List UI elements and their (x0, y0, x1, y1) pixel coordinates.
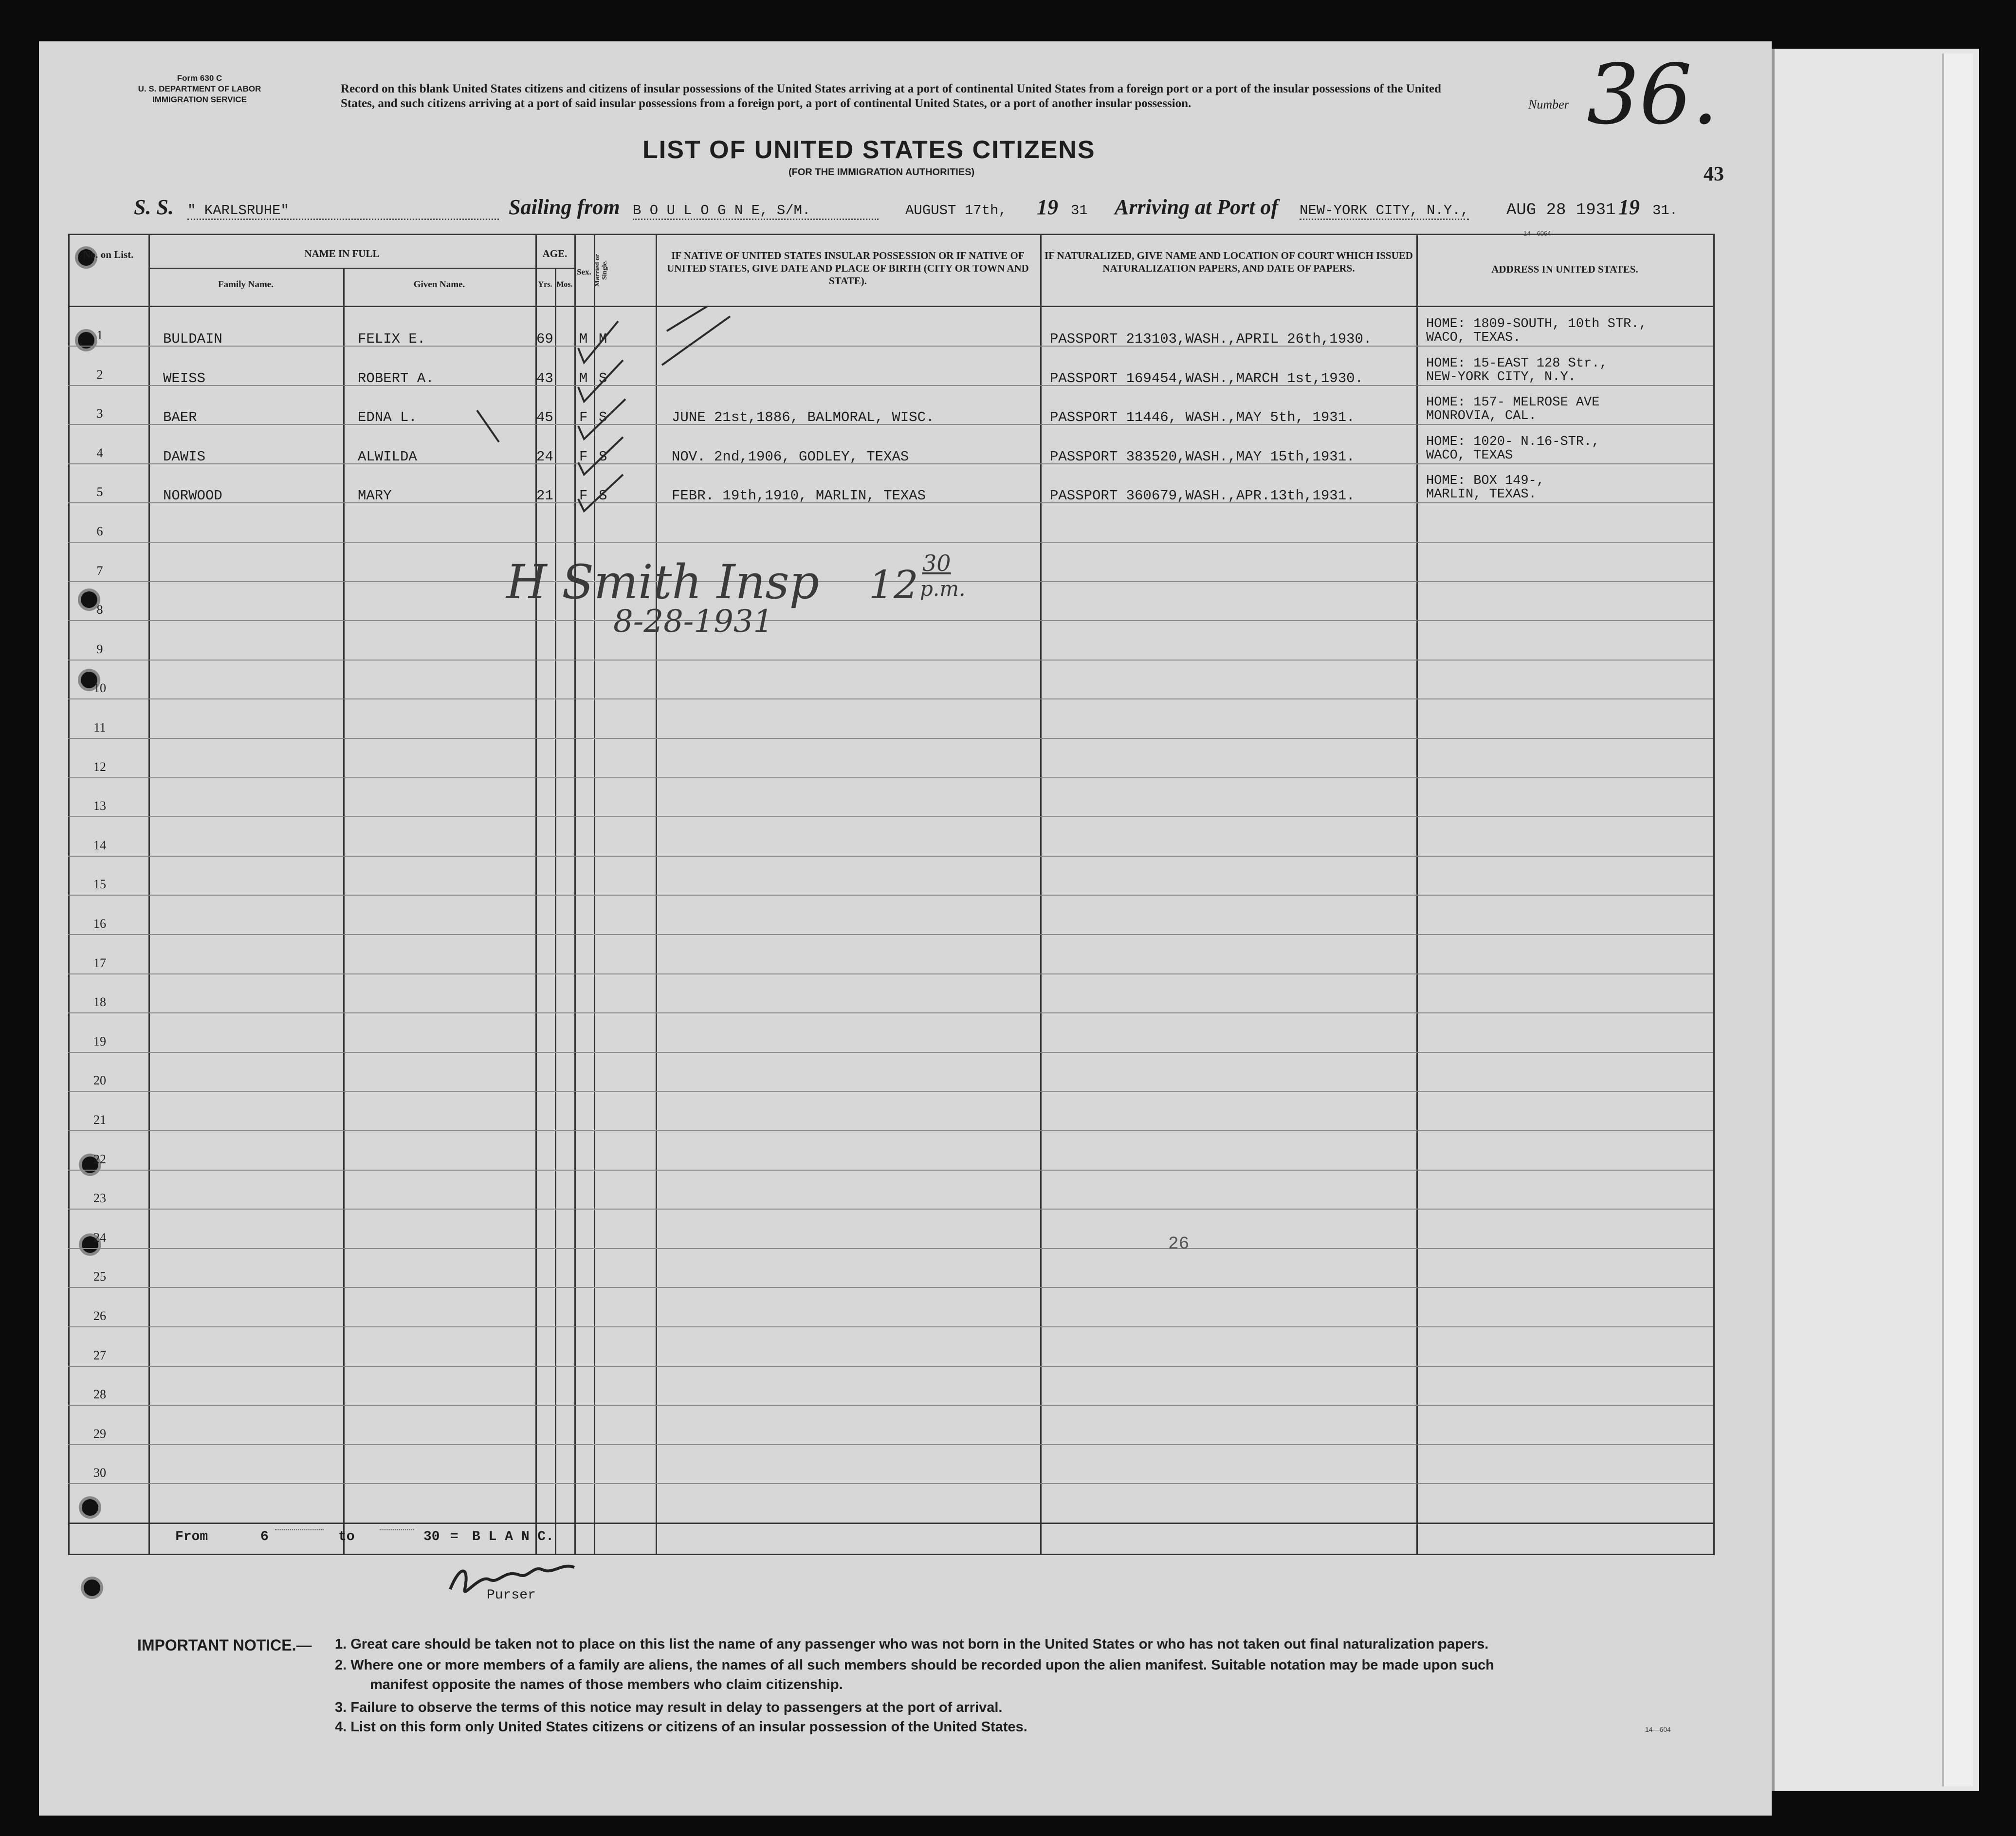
family-name-cell: NORWOOD (163, 488, 222, 504)
marital-status-cell: M (599, 331, 607, 347)
address-line: HOME: BOX 149-, (1426, 474, 1545, 489)
header-months: Mos. (556, 280, 573, 289)
naturalization-cell: PASSPORT 360679,WASH.,APR.13th,1931. (1050, 488, 1355, 504)
row-number: 1 (96, 328, 103, 342)
row-number: 29 (93, 1426, 106, 1441)
footer-dots (380, 1529, 414, 1530)
header-family-name: Family Name. (218, 279, 274, 290)
marital-status-cell: S (599, 370, 607, 386)
date-from-field (905, 195, 1007, 220)
table-top-rule (68, 234, 1713, 235)
list-number: 36. (1587, 47, 1719, 143)
address-line: WACO, TEXAS. (1426, 330, 1521, 345)
date-from: AUGUST 17th, (905, 202, 1007, 219)
row-number: 18 (93, 995, 106, 1010)
family-name-cell: BAER (163, 409, 197, 426)
year-to-prefix: 19 (1618, 195, 1640, 219)
form-title: LIST OF UNITED STATES CITIZENS (642, 136, 1096, 164)
row-rule (68, 816, 1713, 817)
notice-item-2-cont: manifest opposite the names of those members who claim citizenship. (370, 1677, 843, 1692)
footer-to-label: to (338, 1529, 355, 1544)
naturalization-cell: PASSPORT 213103,WASH.,APRIL 26th,1930. (1050, 331, 1372, 347)
family-name-cell: DAWIS (163, 448, 206, 465)
header-married-single: Married or Single. (594, 254, 608, 287)
ship-name: " KARLSRUHE" (187, 202, 499, 220)
header-native-birth: IF NATIVE OF UNITED STATES INSULAR POSSESSION OR IF NATIVE OF UNITED STATES, GIVE DATE AND PLACE OF BIRTH (CITY OR TOWN AND STATE). (667, 250, 1029, 287)
row-number: 6 (96, 524, 103, 538)
address-line: HOME: 157- MELROSE AVE (1426, 395, 1600, 410)
form-subtitle: (FOR THE IMMIGRATION AUTHORITIES) (788, 167, 975, 178)
year-from: 31 (1071, 202, 1088, 219)
header-given-name: Given Name. (413, 279, 465, 290)
row-rule (68, 620, 1713, 621)
address-line: NEW-YORK CITY, N.Y. (1426, 369, 1576, 385)
arrival-date-stamp: AUG 28 1931 (1506, 201, 1616, 220)
marital-status-cell: S (599, 448, 607, 465)
age-years-cell: 43 (536, 370, 553, 386)
notice-item-2: 2. Where one or more members of a family are aliens, the names of all such members should be recorded upon the alien manifest. Suitable notation may be made upon such (335, 1657, 1494, 1673)
inspection-ampm: p.m. (920, 577, 966, 601)
marital-status-cell: S (599, 409, 607, 426)
arriving-label: Arriving at Port of (1115, 195, 1279, 219)
row-rule (68, 1052, 1713, 1053)
address-line: WACO, TEXAS (1426, 448, 1513, 463)
checkmark (578, 321, 618, 363)
row-number: 19 (93, 1034, 106, 1048)
row-rule (68, 1130, 1713, 1131)
intro-text: Record on this blank United States citizens and citizens of insular possessions of the United States arriving at a port of continental United States from a foreign port or a port of the insular possessions of the United States, and such citizens arriving at a port of said insular possessions from a foreign port, a port of continental United States, or a port of another insular possession. (341, 82, 1441, 110)
row-number: 30 (93, 1466, 106, 1480)
address-line: MONROVIA, CAL. (1426, 409, 1537, 424)
inspector-signature: H Smith Insp (506, 555, 820, 609)
address-line: HOME: 1020- N.16-STR., (1426, 434, 1600, 449)
row-rule (68, 1405, 1713, 1406)
footer-to: 30 (423, 1529, 440, 1544)
inspection-hour: 12 (869, 562, 918, 607)
notice-item-1: 1. Great care should be taken not to place on this list the name of any passenger who was not born in the United States or who has not taken out final naturalization papers. (335, 1636, 1489, 1652)
header-naturalization: IF NATURALIZED, GIVE NAME AND LOCATION OF COURT WHICH ISSUED NATURALIZATION PAPERS, AND DATE OF PAPERS. (1045, 250, 1413, 274)
age-years-cell: 21 (536, 488, 553, 504)
family-name-cell: BULDAIN (163, 331, 222, 347)
row-rule (68, 660, 1713, 661)
address-line: HOME: 1809-SOUTH, 10th STR., (1426, 317, 1647, 331)
header-address: ADDRESS IN UNITED STATES. (1491, 263, 1638, 275)
name-subheader-rule (148, 268, 535, 269)
checkmark (578, 360, 623, 402)
year-prefix: 19 (1037, 195, 1058, 219)
row-rule (68, 1170, 1713, 1171)
port-from-field (633, 195, 879, 220)
form-number: Form 630 C (177, 73, 222, 83)
row-rule (68, 856, 1713, 857)
sex-cell: F (579, 448, 588, 465)
checkmark (578, 437, 623, 475)
row-number: 8 (96, 603, 103, 617)
number-label: Number (1528, 97, 1569, 111)
sex-cell: M (579, 331, 588, 347)
row-number: 17 (93, 955, 106, 970)
notice-item-4: 4. List on this form only United States citizens or citizens of an insular possession of the United States. (335, 1719, 1027, 1735)
row-number: 11 (93, 720, 106, 734)
row-rule (68, 1287, 1713, 1288)
row-number: 2 (96, 367, 103, 382)
birth-place-cell: FEBR. 19th,1910, MARLIN, TEXAS (672, 488, 926, 504)
row-rule (68, 1366, 1713, 1367)
form-identifier (97, 73, 302, 105)
footer-from: 6 (260, 1529, 269, 1544)
notice-label: IMPORTANT NOTICE.— (137, 1636, 312, 1654)
header-bottom-rule (68, 306, 1713, 307)
bottom-printer-mark: 14—604 (1645, 1726, 1671, 1733)
service-name: IMMIGRATION SERVICE (152, 95, 247, 104)
row-rule (68, 542, 1713, 543)
given-name-cell: FELIX E. (358, 331, 426, 347)
row-number: 3 (96, 406, 103, 421)
row-number: 16 (93, 917, 106, 931)
row-number: 7 (96, 563, 103, 578)
row-rule (68, 1444, 1713, 1445)
header-age: AGE. (542, 248, 568, 259)
inspection-minutes: 30 (922, 550, 951, 576)
small-stamp: 26 (1168, 1234, 1190, 1254)
header-no: No. on List. (83, 249, 134, 260)
col-rule (1713, 234, 1715, 1555)
footer-rule (68, 1523, 1713, 1524)
row-number: 28 (93, 1387, 106, 1402)
row-rule (68, 1483, 1713, 1484)
ss-label: S. S. (134, 195, 174, 219)
row-number: 24 (93, 1230, 106, 1245)
birth-place-cell: JUNE 21st,1886, BALMORAL, WISC. (672, 409, 935, 426)
checkmark (578, 399, 625, 439)
row-rule (68, 738, 1713, 739)
purser-label: Purser (487, 1588, 536, 1603)
row-rule (68, 698, 1713, 699)
row-rule (68, 777, 1713, 778)
naturalization-cell: PASSPORT 169454,WASH.,MARCH 1st,1930. (1050, 370, 1363, 386)
port-to-field (1300, 195, 1469, 220)
col-rule (343, 268, 345, 1555)
age-years-cell: 24 (536, 448, 553, 465)
sex-cell: M (579, 370, 588, 386)
checkmark (578, 475, 623, 511)
page-number: 43 (1704, 163, 1724, 185)
row-rule (68, 1012, 1713, 1013)
row-number: 22 (93, 1152, 106, 1166)
row-number: 5 (96, 485, 103, 499)
naturalization-cell: PASSPORT 383520,WASH.,MAY 15th,1931. (1050, 448, 1355, 465)
marital-status-cell: S (599, 488, 607, 504)
header-sex: Sex. (577, 267, 591, 276)
pen-mark (475, 408, 504, 447)
inspection-date: 8-28-1931 (613, 604, 773, 640)
footer-equals: = (450, 1529, 458, 1544)
row-rule (68, 1326, 1713, 1327)
header-name-in-full: NAME IN FULL (304, 248, 380, 259)
footer-blanc: B L A N C. (472, 1529, 554, 1544)
given-name-cell: ROBERT A. (358, 370, 434, 386)
row-number: 15 (93, 877, 106, 892)
address-line: HOME: 15-EAST 128 Str., (1426, 356, 1608, 371)
page-edge-2 (1942, 54, 1973, 1786)
notice-item-3: 3. Failure to observe the terms of this notice may result in delay to passengers at the port of arrival. (335, 1700, 1003, 1715)
sex-cell: F (579, 488, 588, 504)
row-number: 26 (93, 1309, 106, 1323)
ship-name-field (187, 195, 499, 220)
footer-from-label: From (175, 1529, 208, 1544)
given-name-cell: ALWILDA (358, 448, 417, 465)
row-rule (68, 346, 1713, 347)
row-number: 9 (96, 642, 103, 656)
row-rule (68, 1209, 1713, 1210)
row-rule (68, 934, 1713, 935)
row-number: 23 (93, 1191, 106, 1206)
row-rule (68, 973, 1713, 974)
checkmarks-graphic (565, 307, 769, 526)
row-number: 27 (93, 1348, 106, 1362)
age-years-cell: 69 (536, 331, 553, 347)
row-number: 20 (93, 1073, 106, 1088)
birth-place-cell: NOV. 2nd,1906, GODLEY, TEXAS (672, 448, 909, 465)
age-years-cell: 45 (536, 409, 553, 426)
year-to-field (1652, 195, 1678, 220)
pen-stroke (667, 307, 711, 331)
row-number: 13 (93, 799, 106, 813)
row-rule (68, 895, 1713, 896)
naturalization-cell: PASSPORT 11446, WASH.,MAY 5th, 1931. (1050, 409, 1355, 426)
pen-stroke (662, 316, 730, 365)
year-to: 31. (1652, 202, 1678, 219)
given-name-cell: EDNA L. (358, 409, 417, 426)
col-rule (555, 268, 556, 1555)
family-name-cell: WEISS (163, 370, 206, 386)
given-name-cell: MARY (358, 488, 392, 504)
year-from-field (1071, 195, 1088, 220)
row-number: 21 (93, 1113, 106, 1127)
sailing-label: Sailing from (509, 195, 620, 219)
footer-dots (275, 1529, 324, 1530)
row-number: 10 (93, 681, 106, 696)
arrival-stamp-field (1506, 195, 1615, 220)
row-number: 4 (96, 445, 103, 460)
row-rule (68, 1248, 1713, 1249)
sex-cell: F (579, 409, 588, 426)
citizen-table (68, 234, 1713, 1555)
address-line: MARLIN, TEXAS. (1426, 487, 1537, 502)
binder-hole (84, 1579, 100, 1596)
row-number: 12 (93, 759, 106, 774)
row-number: 14 (93, 838, 106, 852)
port-from: B O U L O G N E, S/M. (633, 202, 879, 220)
port-to: NEW-YORK CITY, N.Y., (1300, 202, 1469, 220)
department-name: U. S. DEPARTMENT OF LABOR (138, 84, 261, 93)
header-years: Yrs. (538, 280, 552, 289)
row-rule (68, 1091, 1713, 1092)
row-rule (68, 385, 1713, 386)
row-number: 25 (93, 1269, 106, 1284)
table-bottom-rule (68, 1554, 1713, 1555)
